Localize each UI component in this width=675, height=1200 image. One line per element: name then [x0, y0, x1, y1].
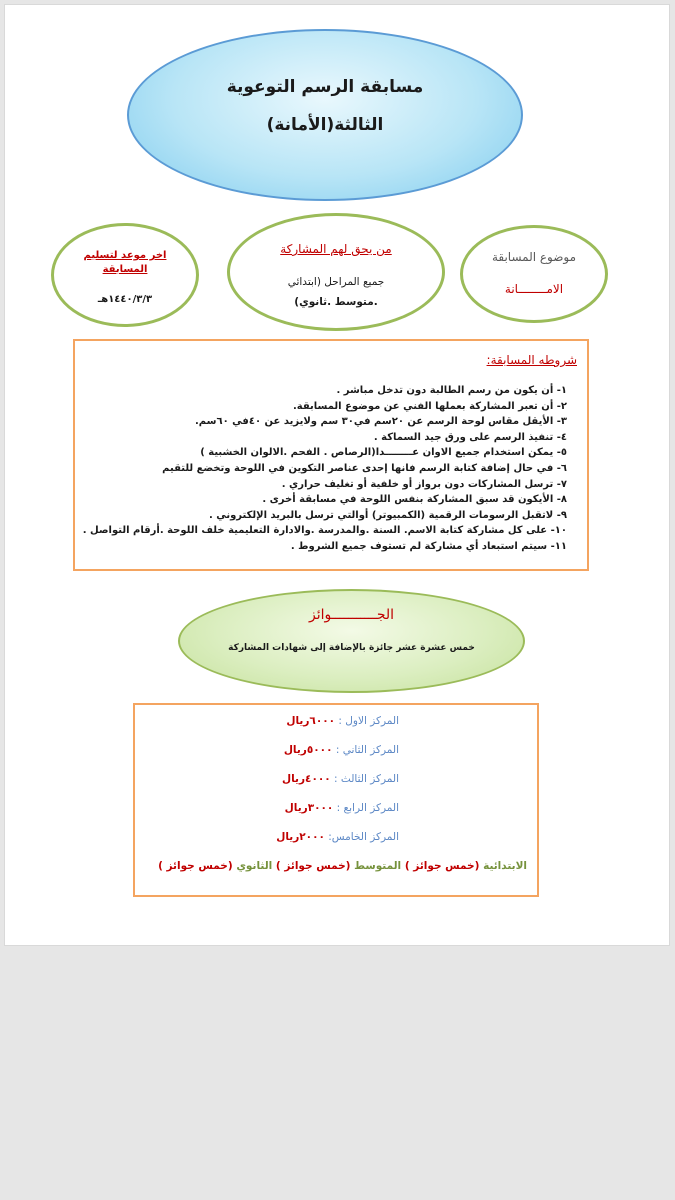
prizes-box: [133, 703, 539, 897]
condition-item: ٣- الأيقل مقاس لوحة الرسم عن ٢٠سم في٣٠ سم ولايزيد عن ٤٠في ٦٠سم.: [194, 416, 567, 428]
condition-item: ٧- ترسل المشاركات دون برواز أو خلفية أو تغليف حراري .: [281, 478, 567, 490]
prize-label: المركز الاول :: [338, 715, 399, 727]
prize-amount: ٢٠٠٠ريال: [276, 831, 325, 843]
prize-row-1: [286, 715, 399, 727]
prizes-title: الجـــــــــــوائز: [308, 607, 395, 623]
conditions-box: [73, 339, 589, 571]
condition-item: ٤- تنفيذ الرسم على ورق جيد السماكة .: [373, 431, 567, 443]
condition-item: ٦- في حال إضافة كتابة الرسم فانها إحدى عناصر التكوين في اللوحة وتخضع للتقيم: [162, 462, 567, 474]
category-primary: الابتدائية: [483, 860, 527, 872]
eligibility-ellipse: [227, 213, 445, 331]
condition-item: ٥- يمكن استخدام جميع الاوان عــــــــدا(الرصاص . الفحم .الالوان الخشبية ): [200, 447, 567, 459]
deadline-label-line-1: اخر موعد لتسليم: [83, 250, 167, 261]
title-line-2: الثالثة(الأمانة): [266, 115, 384, 135]
title-ellipse: [127, 29, 523, 201]
prize-row-3: [282, 773, 399, 785]
topic-value: الامــــــــانة: [504, 282, 564, 296]
prize-label: المركز الثاني :: [335, 744, 399, 756]
eligibility-label: من يحق لهم المشاركة: [280, 242, 392, 256]
prize-label: المركز الخامس:: [328, 831, 399, 843]
condition-item: ١- أن يكون من رسم الطالبة دون تدخل مباشر .: [336, 385, 567, 396]
prize-label: المركز الثالث :: [334, 773, 399, 785]
document-page: [4, 4, 670, 946]
category-middle: المتوسط: [354, 860, 402, 872]
prizes-ellipse: [178, 589, 525, 693]
condition-item: ١٠- على كل مشاركة كتابة الاسم. السنة .والمدرسة .والادارة التعليمية خلف اللوحة .أرقام التواصل .: [82, 525, 567, 537]
condition-item: ٩- لاتقبل الرسومات الرقمية (الكمبيوتر) أوالتي ترسل بالبريد الإلكتروني .: [208, 509, 567, 521]
category-secondary-count: (خمس جوائز ): [158, 860, 233, 872]
category-middle-count: (خمس جوائز ): [275, 860, 351, 872]
conditions-heading: شروطه المسابقة:: [486, 353, 577, 367]
categories-row: [158, 860, 527, 872]
prize-amount: ٦٠٠٠ريال: [286, 715, 336, 727]
deadline-label-line-2: المسابقة: [102, 264, 148, 275]
conditions-list: [77, 383, 567, 555]
condition-item: ٨- الأيكون قد سبق المشاركة بنفس اللوحة في مسابقة أخرى .: [262, 494, 567, 506]
deadline-ellipse: [51, 223, 199, 327]
prize-amount: ٣٠٠٠ريال: [284, 802, 334, 814]
prize-label: المركز الرابع :: [336, 802, 399, 814]
category-primary-count: (خمس جوائز ): [404, 860, 480, 872]
prizes-subtitle: خمس عشرة عشر جائزة بالإضافة إلى شهادات المشاركة: [228, 643, 475, 653]
prize-row-5: [276, 831, 399, 843]
prize-amount: ٥٠٠٠ريال: [283, 744, 333, 756]
eligibility-line-1: جميع المراحل (ابتدائي: [287, 276, 385, 288]
deadline-date: ١٤٤٠/٣/٣هـ: [97, 294, 153, 305]
condition-item: ٢- أن تعبر المشاركة بعملها الفني عن موضوع المسابقة.: [292, 400, 567, 412]
condition-item: ١١- سيتم استبعاد أي مشاركة لم تستوف جميع الشروط .: [290, 540, 567, 552]
topic-ellipse: [460, 225, 608, 323]
prize-row-2: [284, 744, 399, 756]
category-secondary: الثانوي: [236, 860, 273, 872]
title-line-1: مسابقة الرسم التوعوية: [226, 77, 424, 97]
prize-row-4: [285, 802, 399, 814]
eligibility-line-2: .متوسط .ثانوي): [294, 296, 378, 308]
topic-label: موضوع المسابقة: [491, 250, 577, 264]
prize-amount: ٤٠٠٠ريال: [281, 773, 331, 785]
